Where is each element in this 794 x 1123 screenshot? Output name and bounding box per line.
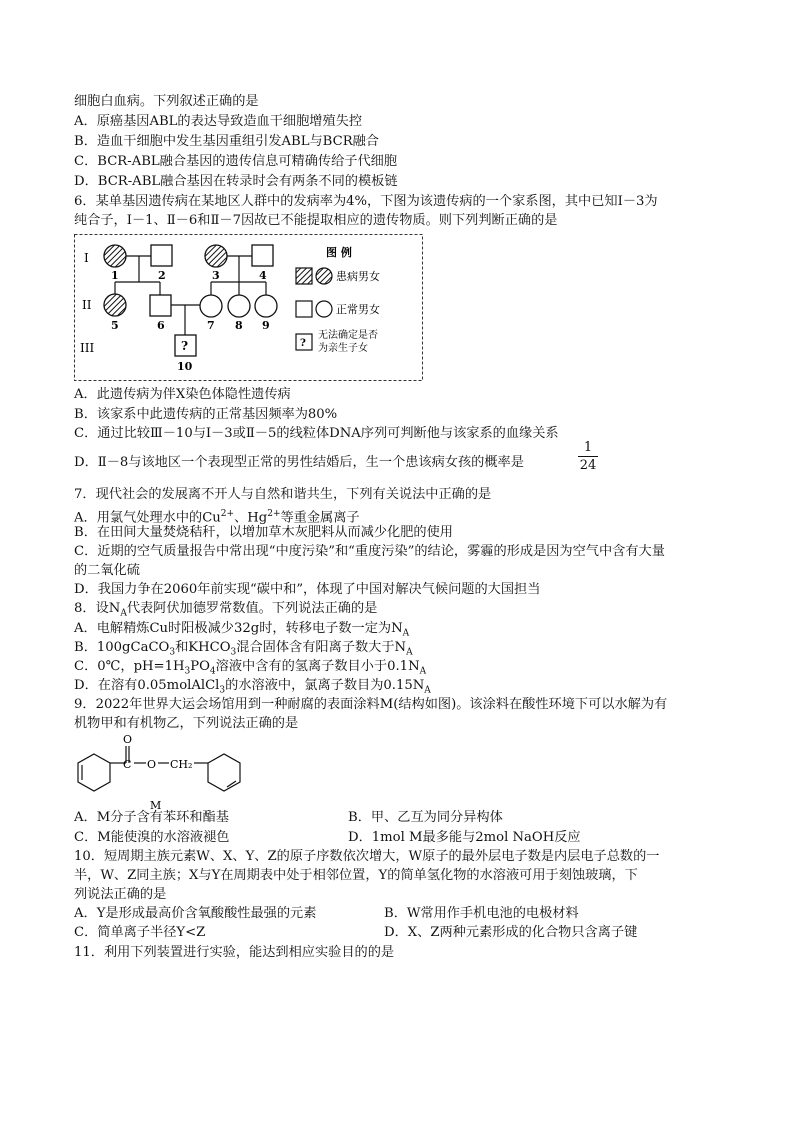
unknown-mark: ? <box>181 339 189 353</box>
q5-option-b: B．造血干细胞中发生基因重组引发ABL与BCR融合 <box>74 134 379 149</box>
probability-fraction <box>578 440 598 475</box>
molecule-label: M <box>150 799 162 812</box>
q10-option-c: C．简单离子半径Y<Z <box>74 925 206 940</box>
q9-stem-line2: 机物甲和有机物乙，下列说法正确的是 <box>74 716 299 731</box>
fraction-denominator: 24 <box>579 458 597 473</box>
generation-label-2: II <box>82 298 92 312</box>
q10-option-a: A．Y是形成最高价含氧酸酸性最强的元素 <box>74 906 317 921</box>
fraction-numerator: 1 <box>578 440 598 457</box>
individual-II-9 <box>255 295 277 317</box>
q5-option-c: C．BCR-ABL融合基因的遗传信息可精确传给子代细胞 <box>74 154 398 169</box>
q10-stem-line3: 列说法正确的是 <box>74 887 167 902</box>
q8-option-c: C．0℃，$pH=1H_3PO_4$溶液中含有的氢离子数目小于$0.1N_A$ <box>74 659 427 677</box>
legend-uncertain-mark: ? <box>300 338 306 349</box>
q9-option-d: D．1mol M最多能与2mol NaOH反应 <box>348 830 581 845</box>
q6-stem-line1: 6．某单基因遗传病在某地区人群中的发病率为4%，下图为该遗传病的一个家系图，其中已知Ⅰ－3为 <box>74 194 658 209</box>
q10-option-d: D．X、Z两种元素形成的化合物只含离子键 <box>384 925 638 940</box>
q7-option-b: B．在田间大量焚烧秸秆，以增加草木灰肥料从而减少化肥的使用 <box>74 525 453 540</box>
legend-uncertain-line1: 无法确定是否 <box>318 330 378 341</box>
legend-normal-female-icon <box>316 301 332 317</box>
legend-uncertain-line2: 为亲生子女 <box>318 343 368 354</box>
q7-option-c-line1: C．近期的空气质量报告中常出现“中度污染”和“重度污染”的结论，雾霾的形成是因为空气中含有大量 <box>74 544 665 559</box>
pedigree-diagram <box>74 234 424 382</box>
q8-option-a: A．电解精炼Cu时阳极减少32g时，转移电子数一定为$N_A$ <box>74 621 410 639</box>
q8-stem: 8．设$N_A$代表阿伏加德罗常数值。下列说法正确的是 <box>74 601 378 619</box>
q8-option-b: B．100gCaCO$_3$和$KHCO_3$混合固体含有阳离子数大于$N_A$ <box>74 640 413 658</box>
legend-title: 图 例 <box>326 246 352 259</box>
svg-text:C: C <box>123 758 132 771</box>
individual-I-1 <box>104 245 126 267</box>
legend-normal-label: 正常男女 <box>336 303 380 316</box>
generation-label-3: III <box>80 341 95 355</box>
q9-option-b: B．甲、乙互为同分异构体 <box>348 810 503 825</box>
q7-option-c-line2: 的二氧化硫 <box>74 563 140 578</box>
q7-stem: 7．现代社会的发展离不开人与自然和谐共生，下列有关说法中正确的是 <box>74 487 492 502</box>
q5-option-a: A．原癌基因ABL的表达导致造血干细胞增殖失控 <box>74 114 363 129</box>
q10-stem-line2: 半，W、Z同主族；X与Y在周期表中处于相邻位置，Y的简单氢化物的水溶液可用于刻蚀玻璃，下 <box>74 868 638 883</box>
q11-stem: 11．利用下列装置进行实验，能达到相应实验目的的是 <box>74 945 395 960</box>
individual-II-5 <box>104 294 126 316</box>
individual-II-7 <box>200 295 222 317</box>
q9-option-a: A．M分子含有苯环和酯基 <box>74 810 229 825</box>
individual-II-6 <box>150 295 171 316</box>
legend-affected-female-icon <box>316 268 332 284</box>
generation-label-1: I <box>84 251 89 265</box>
q5-option-d: D．BCR-ABL融合基因在转录时会有两条不同的模板链 <box>74 174 398 189</box>
q7-option-a: A．用氯气处理水中的$Cu^{2+}$、$Hg^{2+}$等重金属离子 <box>74 509 360 526</box>
label-5: 5 <box>111 319 119 332</box>
q5-stem-end: 细胞白血病。下列叙述正确的是 <box>74 94 259 109</box>
q6-option-c: C．通过比较Ⅲ－10与Ⅰ－3或Ⅱ－5的线粒体DNA序列可判断他与该家系的血缘关系 <box>74 426 559 441</box>
q9-stem-line1: 9．2022年世界大运会场馆用到一种耐腐的表面涂料M(结构如图)。该涂料在酸性环境下可以水解为有 <box>74 697 668 712</box>
q10-option-b: B．W常用作手机电池的电极材料 <box>384 906 579 921</box>
label-1: 1 <box>111 269 119 282</box>
q6-option-d: D．Ⅱ－8与该地区一个表现型正常的男性结婚后，生一个患该病女孩的概率是 <box>74 455 524 470</box>
molecule-m-structure <box>70 732 260 812</box>
individual-I-4 <box>252 245 273 266</box>
label-2: 2 <box>158 269 166 282</box>
label-8: 8 <box>235 319 243 332</box>
q7-option-d: D．我国力争在2060年前实现“碳中和”，体现了中国对解决气候问题的大国担当 <box>74 582 541 597</box>
q9-option-c: C．M能使溴的水溶液褪色 <box>74 830 230 845</box>
methylene-group: CH₂ <box>170 758 193 771</box>
q8-option-d: D．在溶有0.05molAlCl$_3$的水溶液中，氯离子数目为$0.15N_A$ <box>74 678 431 696</box>
individual-I-2 <box>151 245 172 266</box>
q6-option-b: B．该家系中此遗传病的正常基因频率为80% <box>74 407 338 422</box>
legend-affected-male-icon <box>296 268 312 284</box>
label-6: 6 <box>157 319 165 332</box>
legend-affected-label: 患病男女 <box>336 270 380 283</box>
label-7: 7 <box>207 319 215 332</box>
label-4: 4 <box>259 269 267 282</box>
individual-II-8 <box>228 295 250 317</box>
ester-oxygen: O <box>147 758 157 771</box>
q10-stem-line1: 10．短周期主族元素W、X、Y、Z的原子序数依次增大，W原子的最外层电子数是内层电子总数的一 <box>74 849 660 864</box>
legend-normal-male-icon <box>296 301 312 317</box>
q6-stem-line2: 纯合子，Ⅰ－1、Ⅱ－6和Ⅱ－7因故已不能提取相应的遗传物质。则下列判断正确的是 <box>74 213 558 228</box>
q6-option-a: A．此遗传病为伴X染色体隐性遗传病 <box>74 387 291 402</box>
label-9: 9 <box>262 319 270 332</box>
carbonyl-oxygen: O <box>123 733 133 746</box>
label-3: 3 <box>212 269 220 282</box>
individual-I-3 <box>205 245 227 267</box>
label-10: 10 <box>177 360 193 373</box>
